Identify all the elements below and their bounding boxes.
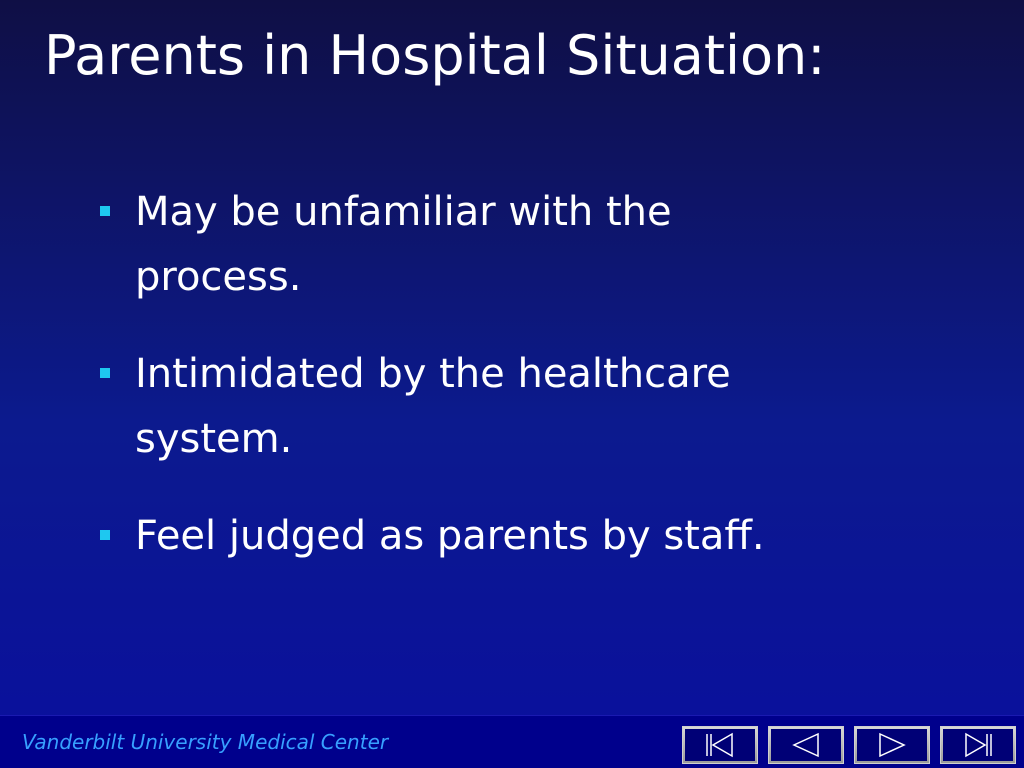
square-bullet-icon bbox=[100, 206, 110, 216]
last-slide-icon bbox=[943, 729, 1013, 761]
bullet-text-line: May be unfamiliar with the bbox=[135, 189, 672, 235]
bullet-text-line: system. bbox=[135, 416, 293, 462]
footer-bar bbox=[0, 715, 1024, 768]
bullet-text-line: Feel judged as parents by staff. bbox=[135, 513, 765, 559]
next-slide-icon bbox=[857, 729, 927, 761]
first-slide-button[interactable] bbox=[682, 726, 758, 764]
institution-name: Vanderbilt University Medical Center bbox=[22, 730, 389, 754]
bullet-item bbox=[100, 180, 860, 310]
bullet-text-line: process. bbox=[135, 254, 302, 300]
square-bullet-icon bbox=[100, 530, 110, 540]
square-bullet-icon bbox=[100, 368, 110, 378]
bullet-item bbox=[100, 342, 860, 472]
bullet-item bbox=[100, 504, 860, 569]
bullet-list bbox=[100, 180, 860, 601]
previous-slide-button[interactable] bbox=[768, 726, 844, 764]
last-slide-button[interactable] bbox=[940, 726, 1016, 764]
previous-slide-icon bbox=[771, 729, 841, 761]
slide-title: Parents in Hospital Situation: bbox=[44, 24, 826, 87]
first-slide-icon bbox=[685, 729, 755, 761]
next-slide-button[interactable] bbox=[854, 726, 930, 764]
slide-navigation bbox=[682, 726, 1016, 764]
bullet-text-line: Intimidated by the healthcare bbox=[135, 351, 731, 397]
